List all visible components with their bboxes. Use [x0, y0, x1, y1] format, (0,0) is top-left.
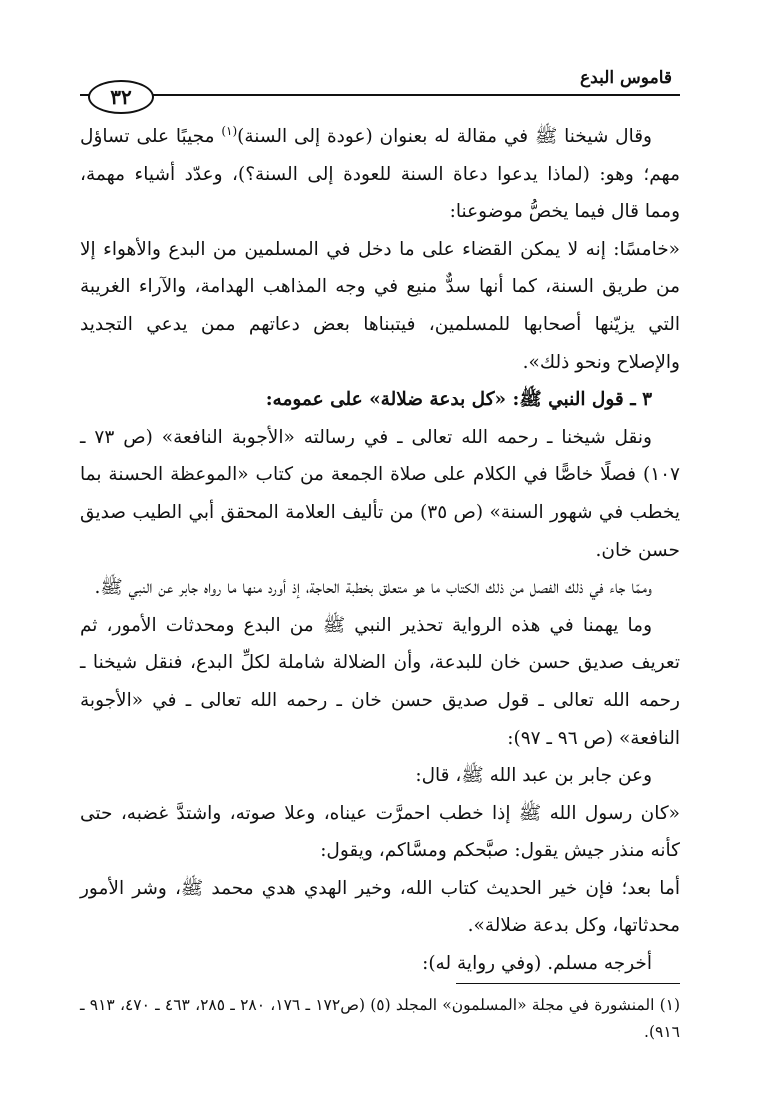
page-number-badge [88, 80, 154, 114]
paragraph: وما يهمنا في هذه الرواية تحذير النبي ﷺ من البدع ومحدثات الأمور، ثم تعريف صديق حسن خان للبدعة، وأن الضلالة شاملة لكلِّ البدع، فنقل شيخنا ـ رحمه الله تعالى ـ قول صديق حسن خان ـ رحمه الله تعالى ـ في «الأجوبة النافعة» (ص ٩٦ ـ ٩٧): [80, 614, 680, 749]
quote-paragraph: أما بعد؛ فإن خير الحديث كتاب الله، وخير الهدي هدي محمد ﷺ، وشر الأمور محدثاتها، وكل بدعة ضلالة». [80, 877, 680, 937]
book-title: قاموس البدع [580, 68, 672, 88]
main-text [80, 118, 680, 983]
footnote-marker: (١) [221, 123, 238, 138]
paragraph-text: وقال شيخنا ﷺ في مقالة له بعنوان (عودة إلى السنة) [237, 126, 652, 147]
page-number: ٣٢ [110, 85, 132, 109]
footnotes [80, 992, 680, 1046]
running-header [80, 60, 680, 109]
footnote-separator [456, 983, 680, 984]
paragraph-text: مجيبًا على تساؤل مهم؛ وهو: (لماذا يدعوا دعاة السنة للعودة إلى السنة؟)، وعدّد أشياء مهمة، ومما قال فيما يخصُّ موضوعنا: [80, 126, 680, 223]
quote-paragraph: «كان رسول الله ﷺ إذا خطب احمرَّت عيناه، وعلا صوته، واشتدَّ غضبه، حتى كأنه منذر جيش يقول: صبَّحكم ومسَّاكم، ويقول: [80, 802, 680, 862]
paragraph: وعن جابر بن عبد الله ﷺ، قال: [415, 765, 652, 787]
paragraph: «خامسًا: إنه لا يمكن القضاء على ما دخل في المسلمين من البدع والأهواء إلا من طريق السنة، كما أنها سدٌّ منيع في وجه المذاهب الهدامة، والآراء الغريبة التي يزيّنها أصحابها للمسلمين، فيتبناها بعض دعاتهم ممن يدعي التجديد والإصلاح ونحو ذلك». [80, 238, 680, 373]
paragraph [80, 118, 680, 231]
section-heading: ٣ ـ قول النبي ﷺ: «كل بدعة ضلالة» على عمومه: [265, 389, 652, 411]
footnote: (١) المنشورة في مجلة «المسلمون» المجلد (٥) (ص١٧٢ ـ ١٧٦، ٢٨٠ ـ ٢٨٥، ٤٦٣ ـ ٤٧٠، ٩١٣ ـ ٩١٦). [80, 996, 681, 1041]
paragraph: أخرجه مسلم. (وفي رواية له): [422, 953, 652, 975]
header-rule [80, 94, 680, 96]
paragraph: وممّا جاء في ذلك الفصل من ذلك الكتاب ما هو متعلق بخطبة الحاجة، إذ أورد منها ما رواه جابر عن النبي ﷺ. [94, 577, 652, 599]
paragraph: ونقل شيخنا ـ رحمه الله تعالى ـ في رسالته «الأجوبة النافعة» (ص ٧٣ ـ ١٠٧) فصلًا خاصًّا في الكلام على صلاة الجمعة من كتاب «الموعظة الحسنة بما يخطب في شهور السنة» (ص ٣٥) من تأليف العلامة المحقق أبي الطيب صديق حسن خان. [80, 426, 680, 561]
